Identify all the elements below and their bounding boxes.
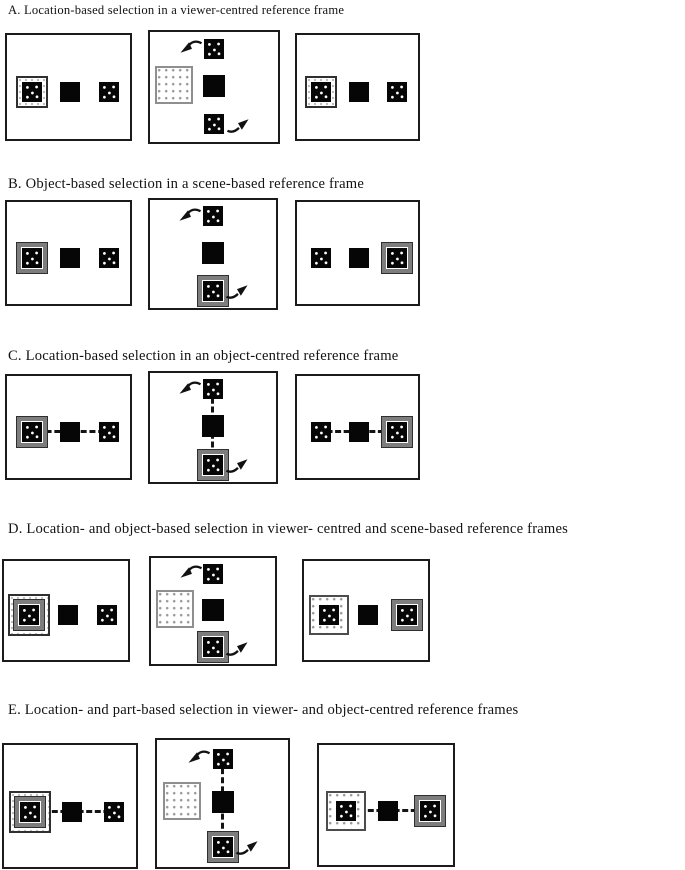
object-cue-gray-frame <box>15 797 45 827</box>
plain-black-square <box>62 802 82 822</box>
curved-arrow-lower-left-icon <box>179 206 202 224</box>
curved-arrow-upper-right-icon <box>227 116 250 134</box>
dotted-target-square <box>22 422 42 442</box>
dotted-target-square <box>203 206 223 226</box>
dotted-target-square <box>387 248 407 268</box>
plain-black-square <box>349 248 369 268</box>
dotted-target-square <box>99 422 119 442</box>
plain-black-square <box>202 599 224 621</box>
dotted-target-square <box>203 281 223 301</box>
empty-dotted-square <box>156 590 194 628</box>
location-cue-outline-box <box>8 594 50 636</box>
plain-black-square <box>202 415 224 437</box>
dotted-target-square <box>336 801 356 821</box>
panel-C3 <box>295 374 420 480</box>
dotted-target-square <box>19 605 39 625</box>
dotted-target-square <box>387 82 407 102</box>
plain-black-square <box>349 422 369 442</box>
curved-arrow-lower-left-icon <box>179 379 202 397</box>
empty-dotted-square <box>163 782 201 820</box>
dotted-target-square <box>99 248 119 268</box>
row-title-C: C. Location-based selection in an object-centred reference frame <box>8 348 399 364</box>
dotted-target-square <box>311 248 331 268</box>
object-cue-gray-frame <box>208 832 238 862</box>
dotted-target-square <box>311 82 331 102</box>
dotted-target-square <box>397 605 417 625</box>
dotted-target-square <box>311 422 331 442</box>
plain-black-square <box>58 605 78 625</box>
dotted-target-square <box>204 39 224 59</box>
plain-black-square <box>60 82 80 102</box>
dotted-target-square <box>203 637 223 657</box>
curved-arrow-upper-right-icon <box>225 282 248 300</box>
object-cue-gray-frame <box>382 417 412 447</box>
dotted-target-square <box>99 82 119 102</box>
dotted-location-box <box>309 595 349 635</box>
row-title-B: B. Object-based selection in a scene-based reference frame <box>8 176 364 192</box>
dotted-target-square <box>20 802 40 822</box>
dotted-target-square <box>213 837 233 857</box>
dotted-target-square <box>213 749 233 769</box>
dotted-target-square <box>203 455 223 475</box>
panel-E1 <box>2 743 138 869</box>
dotted-target-square <box>387 422 407 442</box>
object-cue-gray-frame <box>198 276 228 306</box>
object-cue-gray-frame <box>415 796 445 826</box>
curved-arrow-upper-right-icon <box>236 838 259 856</box>
object-cue-gray-frame <box>392 600 422 630</box>
plain-black-square <box>60 248 80 268</box>
panel-C2 <box>148 371 278 484</box>
panel-D1 <box>2 559 130 662</box>
dotted-target-square <box>319 605 339 625</box>
dotted-location-box <box>326 791 366 831</box>
curved-arrow-upper-right-icon <box>225 639 248 657</box>
plain-black-square <box>60 422 80 442</box>
empty-dotted-square <box>155 66 193 104</box>
curved-arrow-lower-left-icon <box>187 748 210 766</box>
dotted-target-square <box>104 802 124 822</box>
dotted-target-square <box>204 114 224 134</box>
plain-black-square <box>358 605 378 625</box>
object-cue-gray-frame <box>198 450 228 480</box>
panel-E3 <box>317 743 455 867</box>
location-cue-outline-box <box>16 76 48 108</box>
curved-arrow-upper-right-icon <box>225 456 248 474</box>
object-cue-gray-frame <box>17 243 47 273</box>
panel-B2 <box>148 198 278 310</box>
plain-black-square <box>203 75 225 97</box>
row-title-E: E. Location- and part-based selection in viewer- and object-centred reference frames <box>8 702 519 718</box>
dotted-target-square <box>203 564 223 584</box>
dotted-target-square <box>97 605 117 625</box>
object-cue-gray-frame <box>17 417 47 447</box>
row-title-D: D. Location- and object-based selection in viewer- centred and scene-based reference frames <box>8 521 569 537</box>
location-cue-outline-box <box>9 791 51 833</box>
panel-B1 <box>5 200 132 306</box>
object-cue-gray-frame <box>382 243 412 273</box>
panel-D2 <box>149 556 277 666</box>
panel-E2 <box>155 738 290 869</box>
panel-B3 <box>295 200 420 306</box>
panel-A2 <box>148 30 280 144</box>
panel-D3 <box>302 559 430 662</box>
panel-A1 <box>5 33 132 141</box>
plain-black-square <box>202 242 224 264</box>
dotted-target-square <box>22 248 42 268</box>
dotted-target-square <box>22 82 42 102</box>
object-cue-gray-frame <box>198 632 228 662</box>
location-cue-outline-box <box>305 76 337 108</box>
plain-black-square <box>378 801 398 821</box>
object-cue-gray-frame <box>14 600 44 630</box>
panel-A3 <box>295 33 420 141</box>
curved-arrow-lower-left-icon <box>179 38 202 56</box>
row-title-A: A. Location-based selection in a viewer-centred reference frame <box>8 3 345 17</box>
curved-arrow-lower-left-icon <box>179 563 202 581</box>
panel-C1 <box>5 374 132 480</box>
plain-black-square <box>349 82 369 102</box>
dotted-target-square <box>203 379 223 399</box>
plain-black-square <box>212 791 234 813</box>
dotted-target-square <box>420 801 440 821</box>
